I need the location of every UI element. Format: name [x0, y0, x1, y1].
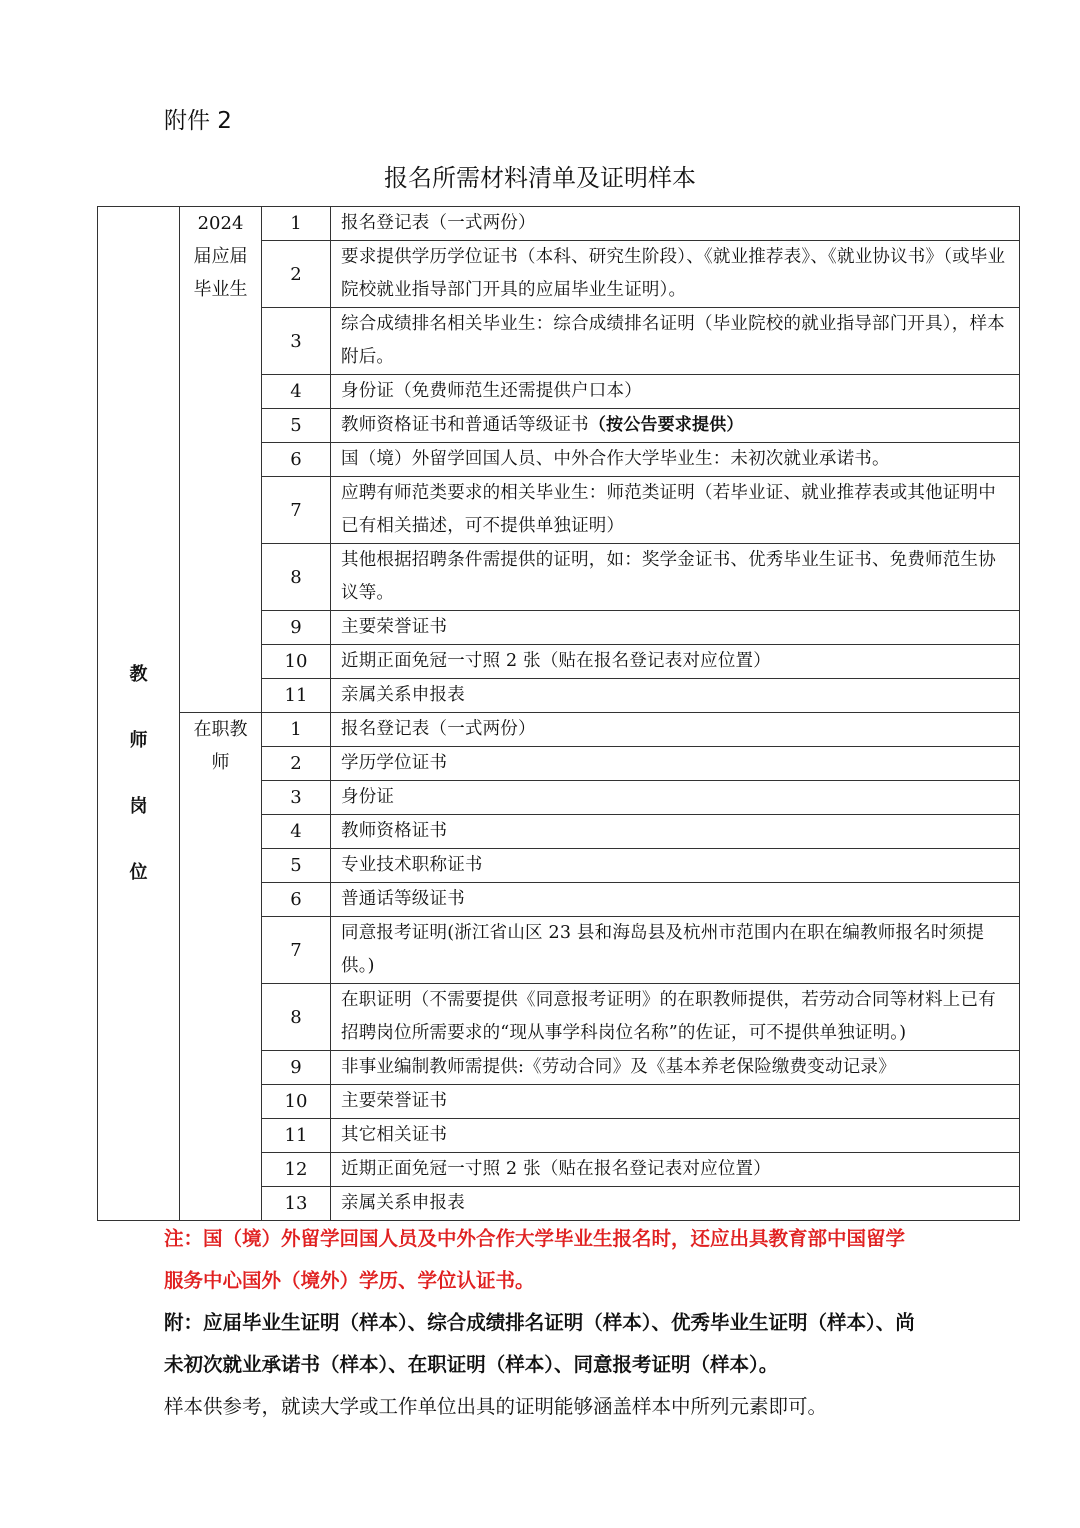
- item-number: 3: [262, 308, 331, 375]
- item-text: 在职证明（不需要提供《同意报考证明》的在职教师提供，若劳动合同等材料上已有招聘岗位所需要求的“现从事学科岗位名称”的佐证，可不提供单独证明。): [341, 990, 996, 1043]
- item-description: [331, 1051, 1020, 1085]
- item-text: 近期正面免冠一寸照 2 张（贴在报名登记表对应位置）: [341, 1159, 771, 1179]
- item-number: 4: [262, 375, 331, 409]
- item-description: [331, 984, 1020, 1051]
- item-text: 学历学位证书: [341, 753, 448, 773]
- item-text: 综合成绩排名相关毕业生：综合成绩排名证明（毕业院校的就业指导部门开具），样本附后。: [341, 314, 1005, 367]
- item-description: [331, 308, 1020, 375]
- item-description: [331, 747, 1020, 781]
- item-number: 2: [262, 747, 331, 781]
- item-text: 国（境）外留学回国人员、中外合作大学毕业生：未初次就业承诺书。: [341, 449, 890, 469]
- item-description: [331, 713, 1020, 747]
- item-description: [331, 1153, 1020, 1187]
- item-text: 教师资格证书和普通话等级证书: [341, 415, 589, 435]
- item-description: [331, 544, 1020, 611]
- item-number: 3: [262, 781, 331, 815]
- category-cell: 在职教师: [180, 713, 262, 1221]
- item-number: 2: [262, 241, 331, 308]
- item-description: [331, 645, 1020, 679]
- item-description: [331, 477, 1020, 544]
- item-text: 主要荣誉证书: [341, 1091, 448, 1111]
- overseas-note: 注：国（境）外留学回国人员及中外合作大学毕业生报名时，还应出具教育部中国留学服务中心国外（境外）学历、学位认证书。: [164, 1227, 906, 1292]
- role-char: 岗: [129, 795, 148, 817]
- item-description: [331, 1085, 1020, 1119]
- item-description: [331, 815, 1020, 849]
- item-text: 身份证（免费师范生还需提供户口本）: [341, 381, 642, 401]
- item-number: 10: [262, 645, 331, 679]
- item-text: 报名登记表（一式两份）: [341, 719, 536, 739]
- item-bold-note: （按公告要求提供）: [588, 415, 744, 435]
- item-number: 5: [262, 409, 331, 443]
- item-text: 亲属关系申报表: [341, 1193, 465, 1213]
- item-number: 7: [262, 477, 331, 544]
- item-number: 8: [262, 544, 331, 611]
- role-char: 师: [129, 729, 148, 751]
- item-number: 9: [262, 1051, 331, 1085]
- item-number: 10: [262, 1085, 331, 1119]
- item-description: [331, 1119, 1020, 1153]
- item-description: [331, 849, 1020, 883]
- table-row: [98, 207, 1020, 241]
- role-char: 位: [129, 861, 148, 883]
- item-description: [331, 207, 1020, 241]
- item-number: 8: [262, 984, 331, 1051]
- item-description: [331, 241, 1020, 308]
- item-text: 亲属关系申报表: [341, 685, 465, 705]
- item-text: 报名登记表（一式两份）: [341, 213, 536, 233]
- item-number: 7: [262, 917, 331, 984]
- sample-note: 样本供参考，就读大学或工作单位出具的证明能够涵盖样本中所列元素即可。: [164, 1395, 828, 1418]
- item-description: [331, 883, 1020, 917]
- item-number: 4: [262, 815, 331, 849]
- document-title: 报名所需材料清单及证明样本: [384, 164, 696, 192]
- item-description: [331, 917, 1020, 984]
- item-text: 其他根据招聘条件需提供的证明，如：奖学金证书、优秀毕业生证书、免费师范生协议等。: [341, 550, 996, 603]
- item-number: 11: [262, 1119, 331, 1153]
- item-text: 其它相关证书: [341, 1125, 448, 1145]
- item-number: 11: [262, 679, 331, 713]
- item-number: 6: [262, 883, 331, 917]
- item-description: [331, 443, 1020, 477]
- item-text: 教师资格证书: [341, 821, 448, 841]
- item-text: 普通话等级证书: [341, 889, 465, 909]
- item-number: 5: [262, 849, 331, 883]
- item-text: 应聘有师范类要求的相关毕业生：师范类证明（若毕业证、就业推荐表或其他证明中已有相关描述，可不提供单独证明）: [341, 483, 996, 536]
- item-text: 非事业编制教师需提供:《劳动合同》及《基本养老保险缴费变动记录》: [341, 1057, 896, 1077]
- materials-table: [97, 206, 1020, 1221]
- item-text: 主要荣誉证书: [341, 617, 448, 637]
- item-number: 6: [262, 443, 331, 477]
- notes-section: [164, 1218, 924, 1428]
- item-description: [331, 375, 1020, 409]
- attachment-label: 附件 2: [164, 108, 232, 134]
- item-text: 同意报考证明(浙江省山区 23 县和海岛县及杭州市范围内在职在编教师报名时须提供。): [341, 923, 985, 976]
- item-description: [331, 679, 1020, 713]
- item-description: [331, 781, 1020, 815]
- item-description: [331, 409, 1020, 443]
- role-cell: [98, 207, 180, 1221]
- item-number: 12: [262, 1153, 331, 1187]
- item-text: 近期正面免冠一寸照 2 张（贴在报名登记表对应位置）: [341, 651, 771, 671]
- role-char: 教: [129, 663, 148, 685]
- table-row: [98, 713, 1020, 747]
- item-description: [331, 1187, 1020, 1221]
- item-number: 13: [262, 1187, 331, 1221]
- category-cell: 2024 届应届毕业生: [180, 207, 262, 713]
- item-number: 1: [262, 207, 331, 241]
- item-text: 身份证: [341, 787, 395, 807]
- item-text: 专业技术职称证书: [341, 855, 483, 875]
- item-description: [331, 611, 1020, 645]
- appendix-note: 附：应届毕业生证明（样本）、综合成绩排名证明（样本）、优秀毕业生证明（样本）、尚未初次就业承诺书（样本）、在职证明（样本）、同意报考证明（样本）。: [164, 1311, 915, 1376]
- item-text: 要求提供学历学位证书（本科、研究生阶段）、《就业推荐表》、《就业协议书》（或毕业院校就业指导部门开具的应届毕业生证明）。: [341, 247, 1006, 300]
- item-number: 9: [262, 611, 331, 645]
- item-number: 1: [262, 713, 331, 747]
